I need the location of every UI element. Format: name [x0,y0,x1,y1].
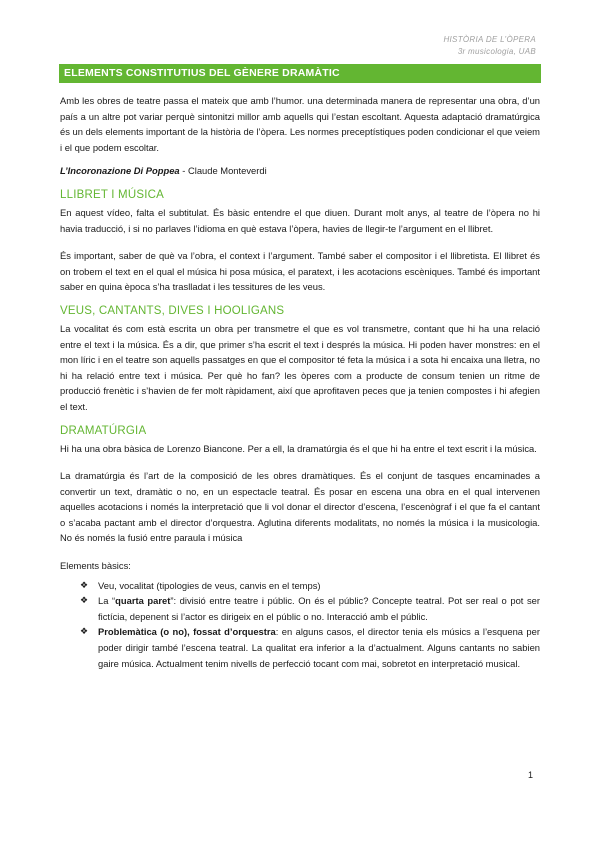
title-bar [59,64,541,83]
citation-author: - Claude Monteverdi [179,165,267,177]
list-item-text: Veu, vocalitat (tipologies de veus, canvis en el temps) [98,579,321,591]
page-number: 1 [528,770,534,780]
list-item-bold: quarta paret [115,595,171,607]
list-item [60,624,540,671]
header-course-subtitle: 3r musicologia, UAB [457,47,536,56]
list-item [60,578,540,594]
citation-line [60,163,540,179]
list-item-text: ”: divisió entre teatre i públic. On és el públic? Concepte teatral. Pot ser real o pot ser fictícia, depenent si l’actor es dirigeix en el públic o no. Interacció amb el públic. [98,595,541,622]
list-item [60,593,540,624]
title-bar-text: ELEMENTS CONSTITUTIUS DEL GÈNERE DRAMÀTIC [64,67,340,79]
diamond-bullet-icon: ❖ [80,626,89,637]
list-item-bold: Problemàtica (o no), fossat d’orquestra [98,626,276,638]
elements-label: Elements bàsics: [60,560,131,572]
header-course-title: HISTÒRIA DE L’ÒPERA [443,35,536,44]
intro-paragraph: Amb les obres de teatre passa el mateix que amb l’humor. una determinada manera de representar una obra, d’un país a un altre pot variar perquè sintonitzi millor amb aquells qui l’estan escoltant. Aquesta adaptació dramatúrgica és un dels elements important de la història de l’òpera. Les normes preceptístiques poden condicionar el que veiem i el que podem escoltar. [60,95,540,153]
document-body [60,93,540,671]
section-heading-veus: VEUS, CANTANTS, DIVES I HOOLIGANS [60,304,285,317]
diamond-bullet-icon: ❖ [80,595,89,606]
citation-work: L’Incoronazione Di Poppea [60,165,180,177]
veus-paragraph-1: La vocalitat és com està escrita un obra per transmetre el que es vol transmetre, contant que hi ha una relació entre el text i la música. És a dir, que primer s’ha escrit el text i després la música. Hi poden haver monstres: en el mon líric i en el teatre son aquells passatges en que el compositor té feta la música i a sota hi encaixa una lletra, no hi ha relació entre text i música. Per què ho fan? les òperes com a producte de consum tenien un ritme de producció frenètic i s’havien de fer molt ràpidament, així que aprofitaven peces que ja tenien compostes i hi afegien el text. [60,322,540,412]
list-item-prefix: La “ [98,595,116,607]
section-heading-dramaturgia: DRAMATÚRGIA [60,424,147,437]
diamond-bullet-icon: ❖ [80,579,89,590]
dramaturgia-paragraph-1: Hi ha una obra bàsica de Lorenzo Biancone. Per a ell, la dramatúrgia és el que hi ha entre el text escrit i la música. [60,442,537,454]
running-header [443,34,536,58]
dramaturgia-paragraph-2: La dramatúrgia és l’art de la composició de les obres dramàtiques. És el conjunt de tasques encaminades a convertir un text, dramàtic o no, en un espectacle teatral. És posar en escena una obra en el qual intervenen aquelles acotacions i només la interpretació que li vol donar el director d’escena, l’escenògraf i el que fa el cantant o s’acaba pactant amb el director d’orquestra. Aglutina diferents modalitats, no només la música i la musicologia. No és només la fusió entre paraula i música [60,470,540,544]
elements-list [60,578,540,672]
section-heading-libret: LLIBRET I MÚSICA [60,188,164,201]
list-item-text: : en alguns casos, el director tenia els músics a l’esquena per poder dirigir també l’escena teatral. La qualitat era inferior a la d’actualment. Alguns cantants no sabien gaire música. Actualment tenim nivells de perfecció tocant com mai, sobretot en interpretació musical. [98,626,540,669]
libret-paragraph-2: És important, saber de què va l’obra, el context i l’argument. També saber el compositor i el llibretista. El llibret és on trobem el text en el qual el música hi posa música, el paratext, i les acotacions escèniques. També és important saber en quina època s’ha traslladat i les tessitures de les veus. [60,250,540,293]
libret-paragraph-1: En aquest vídeo, falta el subtitulat. És bàsic entendre el que diuen. Durant molt anys, al teatre de l’òpera no hi havia traducció, i si no parlaves l’idioma en què estava l’òpera, havies de llegir-te l’argument en el llibret. [60,206,540,234]
